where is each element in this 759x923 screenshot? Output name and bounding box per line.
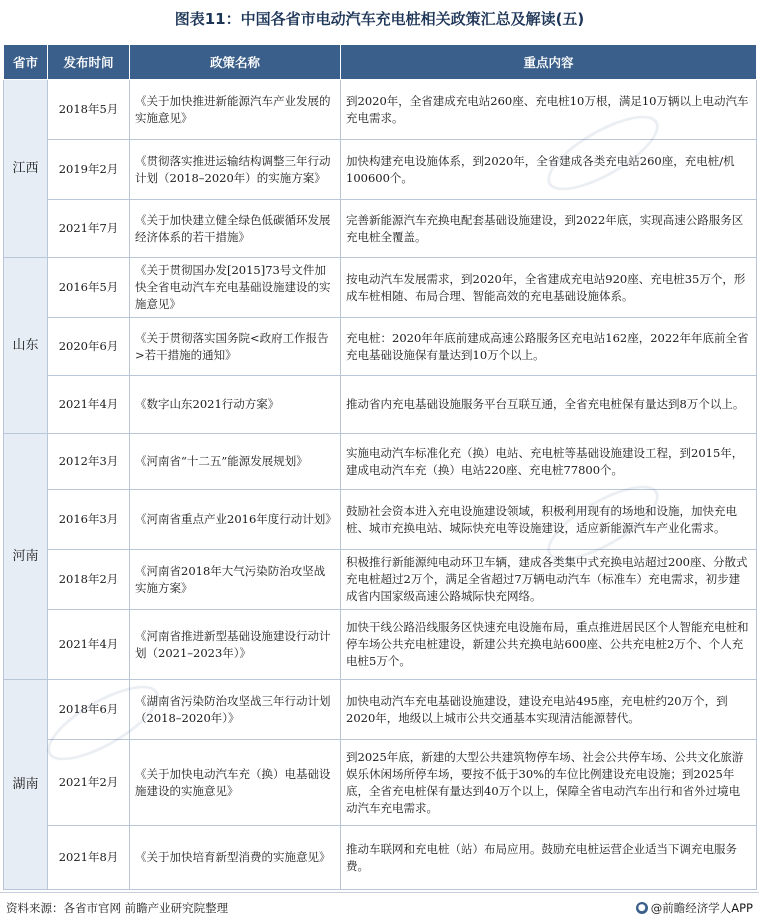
policy-name-cell: 《关于加快电动汽车充（换）电基础设施建设的实施意见》 <box>130 740 341 826</box>
header-name: 政策名称 <box>130 45 341 80</box>
date-cell: 2021年2月 <box>48 740 130 826</box>
table-row <box>4 376 757 434</box>
brand-text: @前瞻经济学人APP <box>650 901 753 915</box>
content-cell: 推动车联网和充电桩（站）布局应用。鼓励充电桩运营企业适当下调充电服务费。 <box>341 826 757 890</box>
logo-icon: ● <box>636 902 648 914</box>
table-row <box>4 140 757 200</box>
policy-name-cell: 《关于贯彻落实国务院<政府工作报告>若干措施的通知》 <box>130 318 341 376</box>
date-cell: 2021年8月 <box>48 826 130 890</box>
header-date: 发布时间 <box>48 45 130 80</box>
page-title: 图表11：中国各省市电动汽车充电桩相关政策汇总及解读(五) <box>174 10 585 28</box>
date-cell: 2020年6月 <box>48 318 130 376</box>
province-cell: 江西 <box>4 80 48 258</box>
table-row <box>4 434 757 490</box>
date-cell: 2016年5月 <box>48 258 130 318</box>
date-cell: 2021年4月 <box>48 376 130 434</box>
content-cell: 鼓励社会资本进入充电设施建设领域，积极利用现有的场地和设施，加快充电桩、城市充换电站、城际快充电等设施建设，适应新能源汽车产业化需求。 <box>341 490 757 550</box>
content-cell: 实施电动汽车标准化充（换）电站、充电桩等基础设施建设工程，到2015年，建成电动汽车充（换）电站220座、充电桩77800个。 <box>341 434 757 490</box>
table-row <box>4 200 757 258</box>
policy-name-cell: 《贯彻落实推进运输结构调整三年行动计划（2018–2020年）的实施方案》 <box>130 140 341 200</box>
header-content: 重点内容 <box>341 45 757 80</box>
table-header-row <box>4 45 757 80</box>
date-cell: 2021年7月 <box>48 200 130 258</box>
table-row <box>4 318 757 376</box>
date-cell: 2018年5月 <box>48 80 130 140</box>
content-cell: 按电动汽车发展需求，到2020年，全省建成充电站920座、充电桩35万个，形成车桩相随、布局合理、智能高效的充电基础设施体系。 <box>341 258 757 318</box>
policy-name-cell: 《河南省推进新型基础设施建设行动计划（2021–2023年）》 <box>130 610 341 680</box>
content-cell: 加快干线公路沿线服务区快速充电设施布局，重点推进居民区个人智能充电桩和停车场公共充电桩建设，新建公共充换电站600座、公共充电桩2万个、个人充电桩5万个。 <box>341 610 757 680</box>
policy-name-cell: 《关于加快建立健全绿色低碳循环发展经济体系的若干措施》 <box>130 200 341 258</box>
source-note: 资料来源：各省市官网 前瞻产业研究院整理 <box>6 901 229 915</box>
table-row <box>4 740 757 826</box>
table-row <box>4 610 757 680</box>
date-cell: 2021年4月 <box>48 610 130 680</box>
header-province: 省市 <box>4 45 48 80</box>
province-cell: 湖南 <box>4 680 48 890</box>
content-cell: 到2020年，全省建成充电站260座、充电桩10万根，满足10万辆以上电动汽车充电需求。 <box>341 80 757 140</box>
policy-name-cell: 《河南省重点产业2016年度行动计划》 <box>130 490 341 550</box>
policy-name-cell: 《河南省2018年大气污染防治攻坚战实施方案》 <box>130 550 341 610</box>
footer <box>0 892 759 923</box>
table-row <box>4 490 757 550</box>
date-cell: 2012年3月 <box>48 434 130 490</box>
policy-name-cell: 《关于贯彻国办发[2015]73号文件加快全省电动汽车充电基础设施建设的实施意见》 <box>130 258 341 318</box>
table-row <box>4 258 757 318</box>
content-cell: 完善新能源汽车充换电配套基础设施建设，到2022年底，实现高速公路服务区充电桩全覆盖。 <box>341 200 757 258</box>
policy-name-cell: 《河南省“十二五”能源发展规划》 <box>130 434 341 490</box>
date-cell: 2018年2月 <box>48 550 130 610</box>
date-cell: 2016年3月 <box>48 490 130 550</box>
content-cell: 加快电动汽车充电基础设施建设，建设充电站495座，充电桩约20万个，到2020年，地级以上城市公共交通基本实现清洁能源替代。 <box>341 680 757 740</box>
table-row <box>4 680 757 740</box>
table-row <box>4 826 757 890</box>
province-cell: 河南 <box>4 434 48 680</box>
content-cell: 到2025年底，新建的大型公共建筑物停车场、社会公共停车场、公共文化旅游娱乐休闲场所停车场，要按不低于30%的车位比例建设充电设施；到2025年底，全省充电桩保有量达到40万个以上，保障全省电动汽车出行和省外过境电动汽车充电需求。 <box>341 740 757 826</box>
brand-credit <box>636 900 753 916</box>
content-cell: 推动省内充电基础设施服务平台互联互通，全省充电桩保有量达到8万个以上。 <box>341 376 757 434</box>
content-cell: 积极推行新能源纯电动环卫车辆，建成各类集中式充换电站超过200座、分散式充电桩超过2万个，满足全省超过7万辆电动汽车（标准车）充电需求，初步建成省内国家级高速公路城际快充网络。 <box>341 550 757 610</box>
policy-name-cell: 《关于加快培育新型消费的实施意见》 <box>130 826 341 890</box>
date-cell: 2019年2月 <box>48 140 130 200</box>
table-row <box>4 550 757 610</box>
table-row <box>4 80 757 140</box>
province-cell: 山东 <box>4 258 48 434</box>
content-cell: 加快构建充电设施体系，到2020年，全省建成各类充电站260座，充电桩/机100600个。 <box>341 140 757 200</box>
policy-table <box>3 44 757 890</box>
date-cell: 2018年6月 <box>48 680 130 740</box>
policy-name-cell: 《数字山东2021行动方案》 <box>130 376 341 434</box>
policy-name-cell: 《关于加快推进新能源汽车产业发展的实施意见》 <box>130 80 341 140</box>
policy-name-cell: 《湖南省污染防治攻坚战三年行动计划（2018–2020年）》 <box>130 680 341 740</box>
content-cell: 充电桩：2020年年底前建成高速公路服务区充电站162座，2022年年底前全省充电基础设施保有量达到10万个以上。 <box>341 318 757 376</box>
